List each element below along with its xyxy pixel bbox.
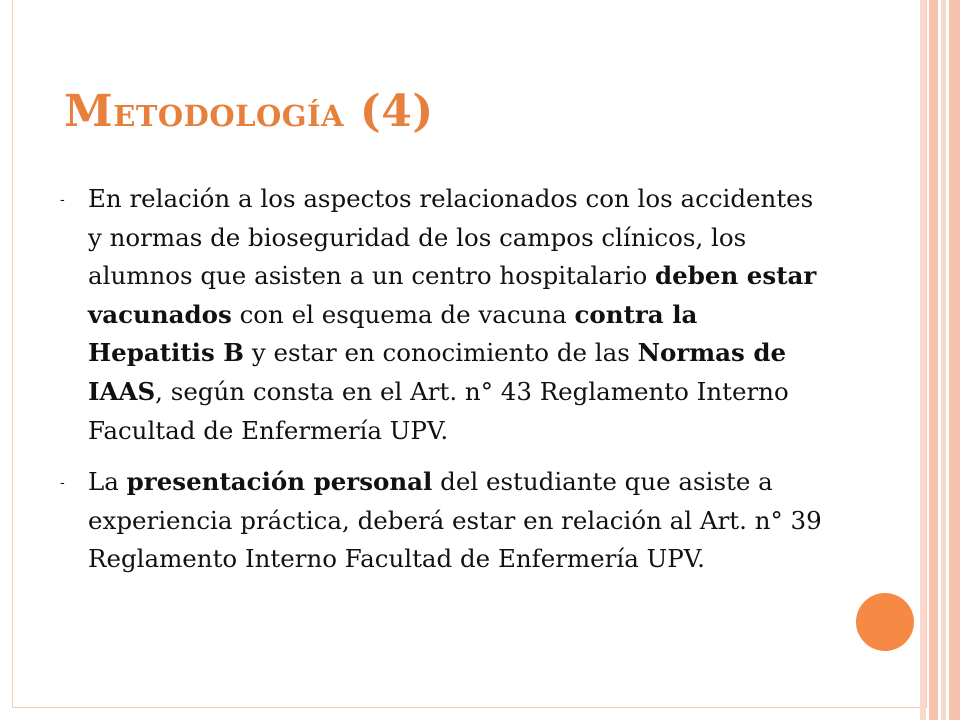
decorative-stripe (941, 0, 946, 720)
decorative-circle (856, 593, 914, 651)
bullet-emphasis: deben estar vacunados (88, 261, 817, 329)
bullet-item (60, 180, 830, 450)
slide-title (64, 86, 434, 142)
slide-body (60, 180, 830, 579)
bullet-emphasis: Normas de IAAS (88, 338, 787, 406)
bullet-text: La (88, 467, 127, 497)
bullet-text: y estar en conocimiento de las (244, 338, 638, 368)
title-small-caps: ETODOLOGÍA (113, 99, 345, 133)
decorative-stripe (920, 0, 926, 720)
bullet-text: con el esquema de vacuna (231, 299, 575, 329)
bullet-emphasis: contra la Hepatitis B (88, 299, 698, 368)
bullet-text: del estudiante que asiste a experiencia práctica, deberá estar en relación al Art. n° 39 Reglamento Interno Facultad de Enfermería UPV. (88, 467, 822, 574)
bullet-item (60, 463, 830, 579)
bullet-marker: - (60, 475, 65, 492)
title-suffix: (4) (344, 86, 434, 137)
bullet-text: En relación a los aspectos relacionados con los accidentes y normas de bioseguridad de los campos clínicos, los alumnos que asisten a un centro hospitalario (88, 184, 814, 291)
decorative-stripe (929, 0, 938, 720)
title-initial: M (64, 86, 114, 137)
decorative-stripe (949, 0, 960, 720)
bullet-text: , según consta en el Art. n° 43 Reglamento Interno Facultad de Enfermería UPV. (88, 376, 789, 445)
bullet-emphasis: presentación personal (126, 467, 433, 497)
bullet-marker: - (60, 192, 65, 208)
